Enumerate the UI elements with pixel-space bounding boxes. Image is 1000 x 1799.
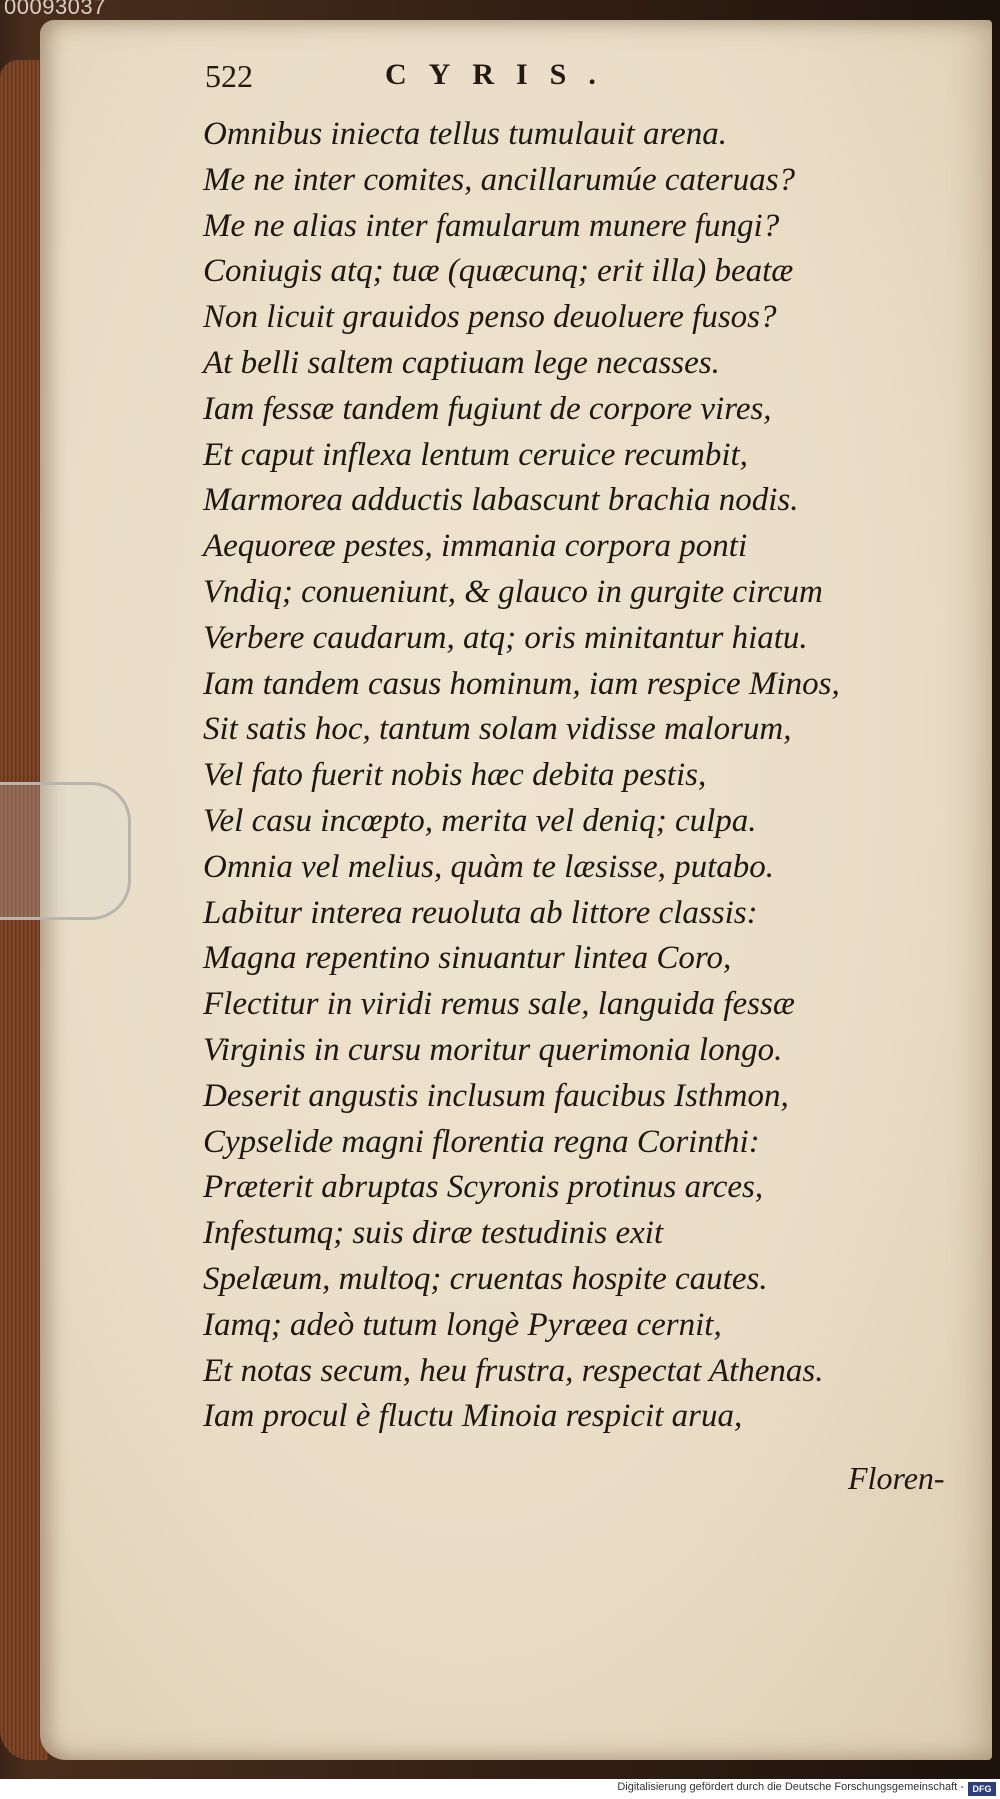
verse-line: Non licuit grauidos penso deuoluere fusos?	[203, 299, 777, 336]
page-header	[205, 58, 785, 98]
verse-line: Magna repentino sinuantur lintea Coro,	[203, 940, 732, 977]
verse-line: Iam fessæ tandem fugiunt de corpore vires,	[203, 390, 772, 427]
verse-line: Cypselide magni florentia regna Corinthi:	[203, 1123, 760, 1160]
page-number: 522	[205, 58, 253, 94]
verse-line: Me ne alias inter famularum munere fungi?	[203, 207, 780, 244]
verse-line: Iamq; adeò tutum longè Pyræea cernit,	[203, 1306, 722, 1343]
digitization-footer	[0, 1779, 1000, 1799]
verse-line: At belli saltem captiuam lege necasses.	[203, 344, 720, 381]
verse-line: Omnia vel melius, quàm te læsisse, putabo.	[203, 848, 775, 885]
verse-line: Marmorea adductis labascunt brachia nodis.	[203, 482, 799, 519]
verse-list	[203, 112, 963, 1440]
verse-line: Et caput inflexa lentum ceruice recumbit,	[203, 436, 748, 473]
verse-line: Deserit angustis inclusum faucibus Isthmon,	[203, 1077, 789, 1114]
verse-line: Vel casu incœpto, merita vel deniq; culpa.	[203, 802, 757, 839]
funding-credit: Digitalisierung gefördert durch die Deutsche Forschungsgemeinschaft -	[617, 1781, 964, 1793]
verse-line: Omnibus iniecta tellus tumulauit arena.	[203, 116, 727, 152]
verse-line: Verbere caudarum, atq; oris minitantur hiatu.	[203, 619, 808, 656]
verse-line: Sit satis hoc, tantum solam vidisse malorum,	[203, 711, 792, 748]
verse-line: Flectitur in viridi remus sale, languida fessæ	[203, 986, 795, 1023]
book-clip	[0, 782, 131, 920]
verse-line: Aequoreæ pestes, immania corpora ponti	[203, 528, 748, 565]
running-head: CYRIS.	[385, 58, 618, 91]
verse-line: Et notas secum, heu frustra, respectat Athenas.	[203, 1352, 824, 1389]
verse-line: Vndiq; conueniunt, & glauco in gurgite circum	[203, 573, 823, 610]
verse-line: Spelæum, multoq; cruentas hospite cautes.	[203, 1260, 768, 1297]
shelfmark: 00093037	[4, 0, 106, 19]
verse-line: Labitur interea reuoluta ab littore classis:	[203, 894, 758, 931]
verse-line: Iam tandem casus hominum, iam respice Minos,	[203, 665, 840, 702]
verse-line: Vel fato fuerit nobis hæc debita pestis,	[203, 757, 707, 794]
dfg-logo: DFG	[968, 1782, 996, 1796]
verse-line: Infestumq; suis diræ testudinis exit	[203, 1215, 664, 1252]
catchword: Floren-	[848, 1460, 945, 1496]
verse-line: Præterit abruptas Scyronis protinus arces,	[203, 1169, 764, 1206]
verse-line: Coniugis atq; tuæ (quæcunq; erit illa) beatæ	[203, 253, 794, 290]
verse-line: Me ne inter comites, ancillarumúe cateruas?	[203, 161, 796, 198]
verse-line: Iam procul è fluctu Minoia respicit arua,	[203, 1398, 743, 1435]
verse-line: Virginis in cursu moritur querimonia longo.	[203, 1031, 783, 1068]
